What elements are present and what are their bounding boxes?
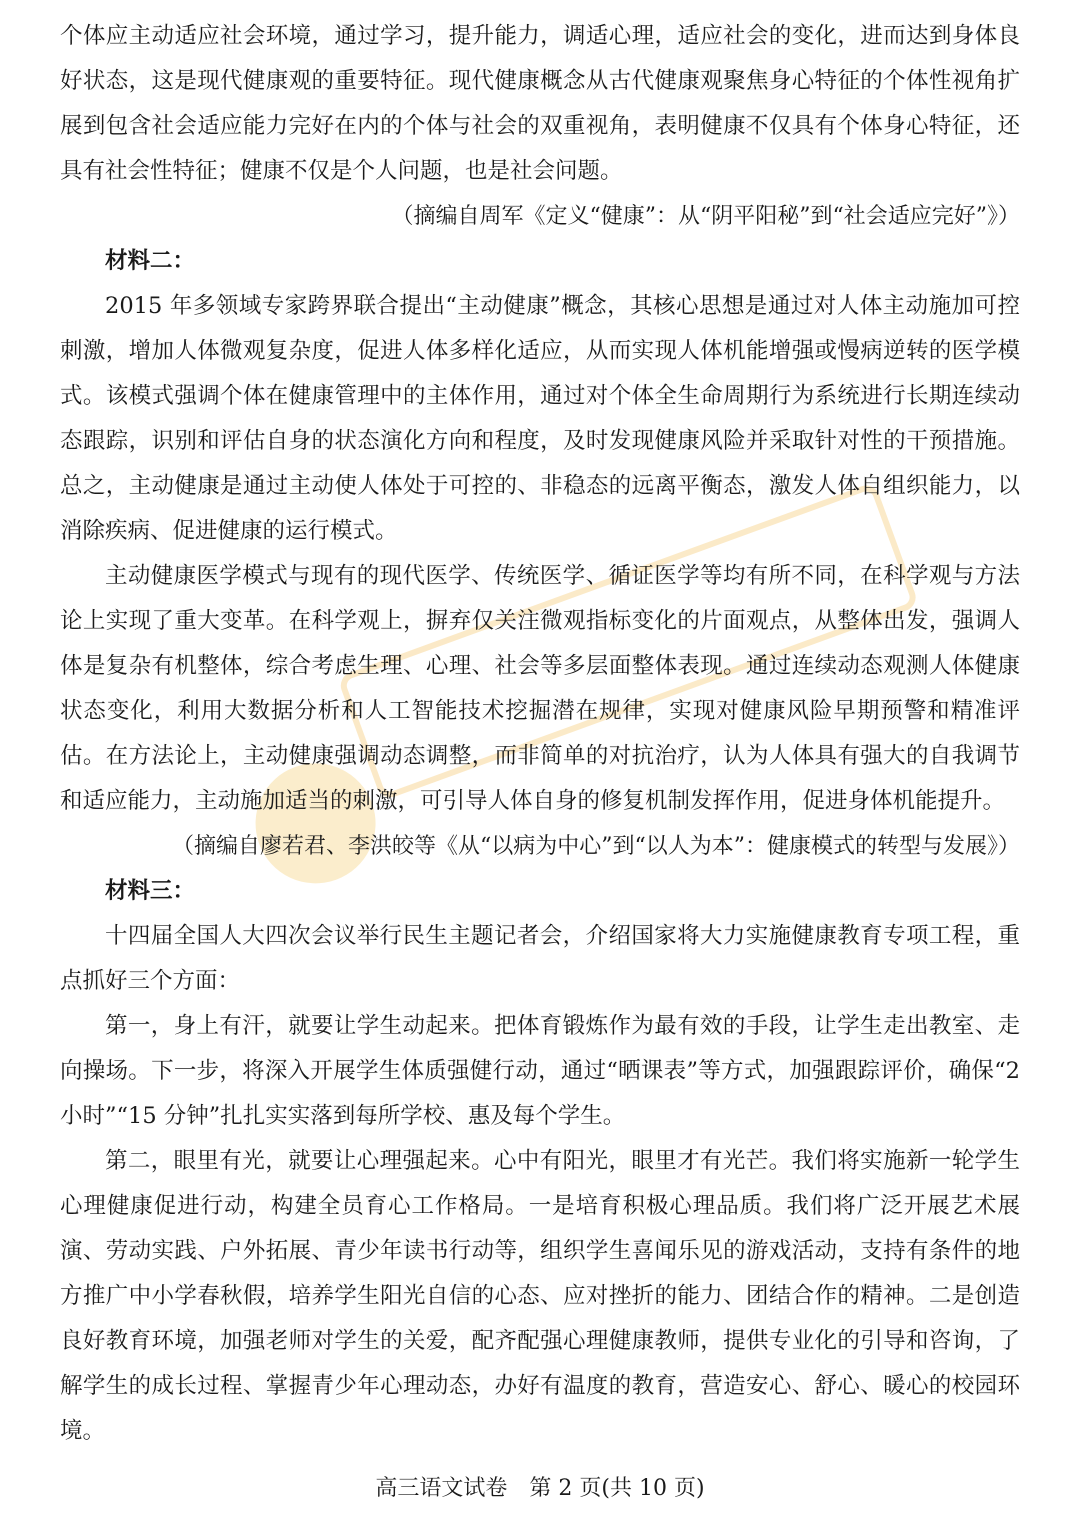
material3-paragraph-1: 十四届全国人大四次会议举行民生主题记者会，介绍国家将大力实施健康教育专项工程，重点抓好三个方面： bbox=[60, 923, 1020, 994]
material2-heading: 材料二： bbox=[105, 248, 196, 274]
material3-heading: 材料三： bbox=[105, 878, 196, 904]
page-footer: 高三语文试卷 第 2 页(共 10 页) bbox=[375, 1476, 705, 1501]
exam-page bbox=[60, 14, 1020, 1454]
material3-paragraph-2: 第一，身上有汗，就要让学生动起来。把体育锻炼作为最有效的手段，让学生走出教室、走向操场。下一步，将深入开展学生体质强健行动，通过“晒课表”等方式，加强跟踪评价，确保“2 小时”“15 分钟”扎扎实实落到每所学校、惠及每个学生。 bbox=[60, 1013, 1020, 1129]
material1-continued-paragraph: 个体应主动适应社会环境，通过学习，提升能力，调适心理，适应社会的变化，进而达到身体良好状态，这是现代健康观的重要特征。现代健康概念从古代健康观聚焦身心特征的个体性视角扩展到包含社会适应能力完好在内的个体与社会的双重视角，表明健康不仅具有个体身心特征，还具有社会性特征；健康不仅是个人问题，也是社会问题。 bbox=[60, 23, 1020, 184]
material1-source: （摘编自周军《定义“健康”：从“阴平阳秘”到“社会适应完好”》） bbox=[391, 204, 1020, 229]
material3-paragraph-3: 第二，眼里有光，就要让心理强起来。心中有阳光，眼里才有光芒。我们将实施新一轮学生心理健康促进行动，构建全员育心工作格局。一是培育积极心理品质。我们将广泛开展艺术展演、劳动实践、户外拓展、青少年读书行动等，组织学生喜闻乐见的游戏活动，支持有条件的地方推广中小学春秋假，培养学生阳光自信的心态、应对挫折的能力、团结合作的精神。二是创造良好教育环境，加强老师对学生的关爱，配齐配强心理健康教师，提供专业化的引导和咨询，了解学生的成长过程、掌握青少年心理动态，办好有温度的教育，营造安心、舒心、暖心的校园环境。 bbox=[60, 1148, 1020, 1444]
material2-source: （摘编自廖若君、李洪皎等《从“以病为中心”到“以人为本”：健康模式的转型与发展》） bbox=[172, 834, 1020, 859]
material2-paragraph-1: 2015 年多领域专家跨界联合提出“主动健康”概念，其核心思想是通过对人体主动施加可控刺激，增加人体微观复杂度，促进人体多样化适应，从而实现人体机能增强或慢病逆转的医学模式。该模式强调个体在健康管理中的主体作用，通过对个体全生命周期行为系统进行长期连续动态跟踪，识别和评估自身的状态演化方向和程度，及时发现健康风险并采取针对性的干预措施。总之，主动健康是通过主动使人体处于可控的、非稳态的远离平衡态，激发人体自组织能力，以消除疾病、促进健康的运行模式。 bbox=[60, 293, 1020, 544]
material2-paragraph-2: 主动健康医学模式与现有的现代医学、传统医学、循证医学等均有所不同，在科学观与方法论上实现了重大变革。在科学观上，摒弃仅关注微观指标变化的片面观点，从整体出发，强调人体是复杂有机整体，综合考虑生理、心理、社会等多层面整体表现。通过连续动态观测人体健康状态变化，利用大数据分析和人工智能技术挖掘潜在规律，实现对健康风险早期预警和精准评估。在方法论上，主动健康强调动态调整，而非简单的对抗治疗，认为人体具有强大的自我调节和适应能力，主动施加适当的刺激，可引导人体自身的修复机制发挥作用，促进身体机能提升。 bbox=[60, 563, 1020, 814]
